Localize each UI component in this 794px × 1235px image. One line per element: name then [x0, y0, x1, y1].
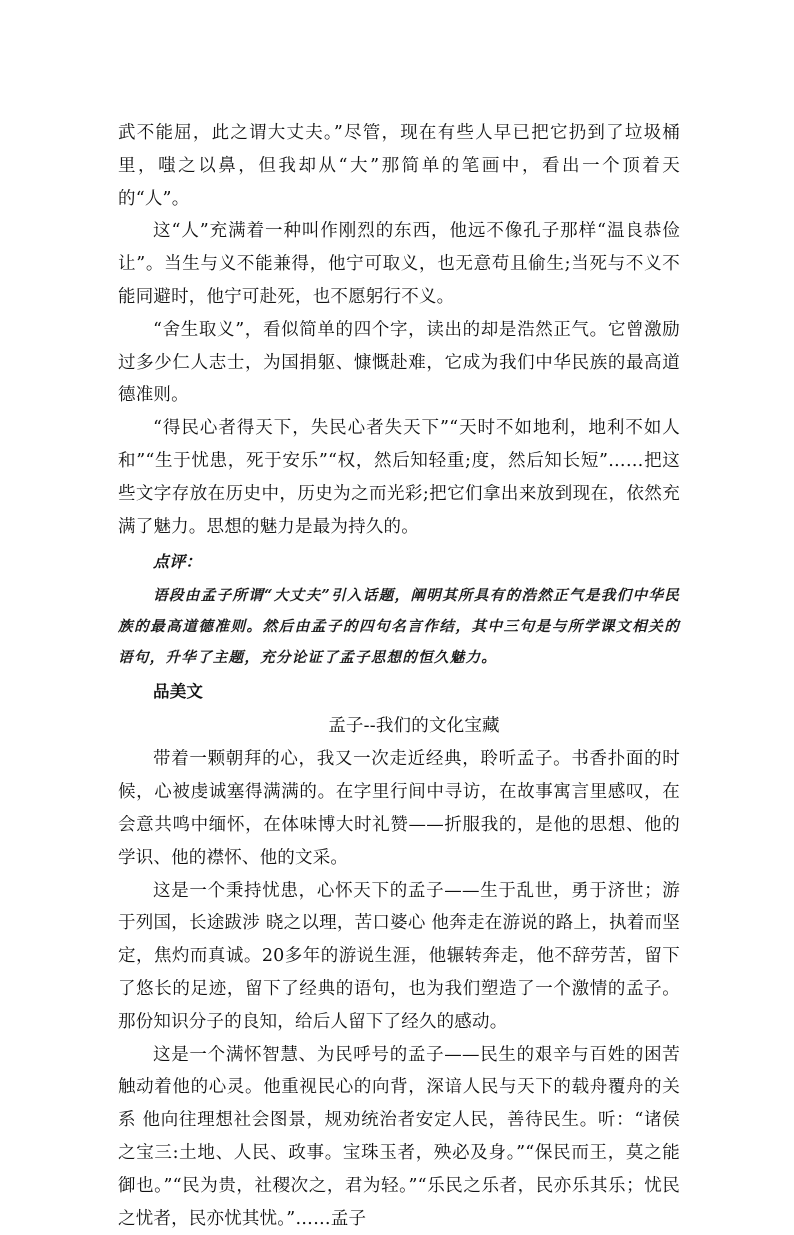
paragraph-4: “得民心者得天下，失民心者失天下”“天时不如地利，地利不如人和”“生于忧患，死于安乐”“权，然后知轻重;度，然后知长短”……把这些文字存放在历史中，历史为之而光彩;把它们拿出来放到现在，依然充满了魅力。思想的魅力是最为持久的。: [118, 418, 680, 537]
section-title: 品美文: [153, 682, 204, 702]
comment-label: 点评：: [153, 552, 202, 572]
article-paragraph-2: 这是一个秉持忧患，心怀天下的孟子——生于乱世，勇于济世；游于列国，长途跋涉 晓之以理，苦口婆心 他奔走在游说的路上，执着而坚定，焦灼而真诚。20多年的游说生涯，他辗转奔走，他不辞劳苦，留下了悠长的足迹，留下了经典的语句，也为我们塑造了一个激情的孟子。那份知识分子的良知，给后人留下了经久的感动。: [118, 880, 680, 1032]
paragraph-1: 武不能屈，此之谓大丈夫。”尽管，现在有些人早已把它扔到了垃圾桶里，嗤之以鼻，但我却从“大”那简单的笔画中，看出一个顶着天的“人”。: [118, 123, 680, 209]
comment-text: 语段由孟子所谓“大丈夫”引入话题，阐明其所具有的浩然正气是我们中华民族的最高道德准则。然后由孟子的四句名言作结，其中三句是与所学课文相关的语句，升华了主题，充分论证了孟子思想的恒久魅力。: [118, 587, 680, 667]
article-paragraph-1: 带着一颗朝拜的心，我又一次走近经典，聆听孟子。书香扑面的时候，心被虔诚塞得满满的。在字里行间中寻访，在故事寓言里感叹，在会意共鸣中缅怀，在体味博大时礼赞——折服我的，是他的思想、他的学识、他的襟怀、他的文采。: [118, 749, 680, 868]
paragraph-2: 这“人”充满着一种叫作刚烈的东西，他远不像孔子那样“温良恭俭让”。当生与义不能兼得，他宁可取义，也无意苟且偷生;当死与不义不能同避时，他宁可赴死，也不愿躬行不义。: [118, 221, 680, 307]
paragraph-3: “舍生取义”，看似简单的四个字，读出的却是浩然正气。它曾激励过多少仁人志士，为国捐躯、慷慨赴难，它成为我们中华民族的最高道德准则。: [118, 319, 680, 406]
document-body: [118, 117, 680, 1235]
article-title: 孟子--我们的文化宝藏: [328, 716, 500, 737]
article-paragraph-3: 这是一个满怀智慧、为民呼号的孟子——民生的艰辛与百姓的困苦触动着他的心灵。他重视民心的向背，深谙人民与天下的载舟覆舟的关系 他向往理想社会图景，规劝统治者安定人民，善待民生。听：“诸侯之宝三:土地、人民、政事。宝珠玉者，殃必及身。”“保民而王，莫之能御也。”“民为贵，社稷次之，君为轻。”“乐民之乐者，民亦乐其乐；忧民之忧者，民亦忧其忧。”……孟子: [118, 1044, 680, 1229]
